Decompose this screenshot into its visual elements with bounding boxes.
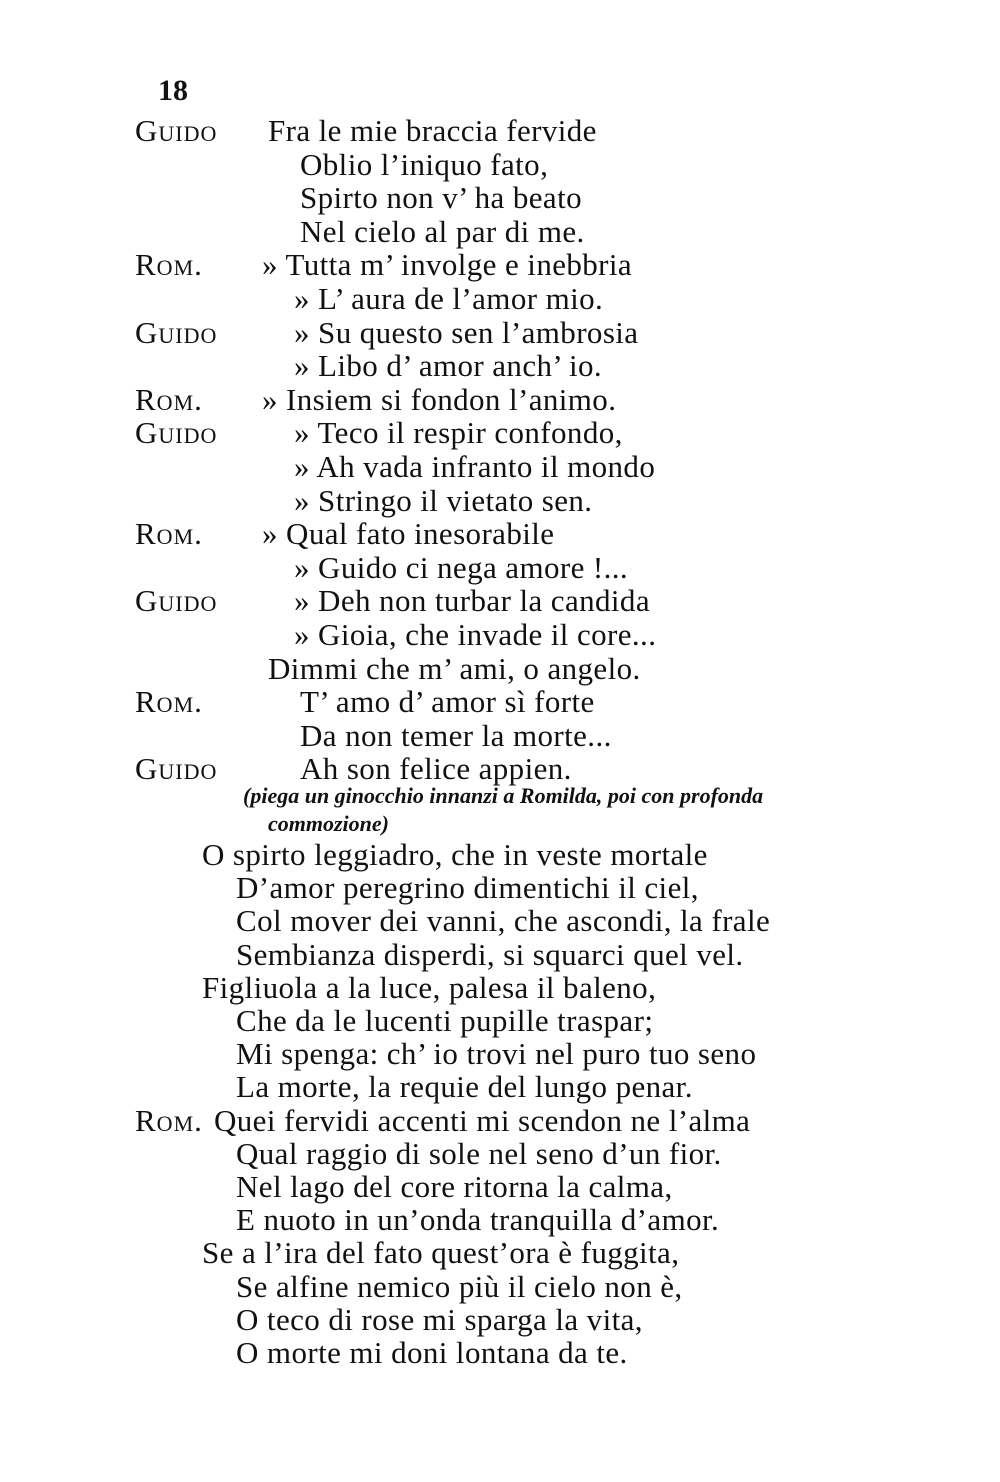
speaker-label: Rom. (135, 381, 203, 417)
verse-line (0, 450, 1000, 483)
verse-line (0, 1037, 1000, 1070)
verse-text: Qual raggio di sole nel seno d’un fior. (236, 1135, 722, 1171)
speaker-label: Rom. (135, 247, 203, 283)
verse-text: Sembianza disperdi, si squarci quel vel. (236, 936, 744, 972)
verse-line (0, 1303, 1000, 1336)
verse-line (0, 349, 1000, 382)
page-number: 18 (158, 74, 188, 107)
speaker-label: Rom. (135, 516, 203, 552)
verse-line (0, 517, 1000, 550)
verse-line (0, 551, 1000, 584)
verse-line (0, 838, 1000, 871)
verse-line (0, 416, 1000, 449)
verse-text: Ah son felice appien. (300, 751, 572, 787)
verse-text: » Stringo il vietato sen. (294, 482, 593, 518)
verse-line (0, 316, 1000, 349)
verse-text: Oblio l’iniquo fato, (300, 146, 549, 182)
verse-text: O teco di rose mi sparga la vita, (236, 1301, 643, 1337)
verse-line (0, 148, 1000, 181)
verse-line (0, 1270, 1000, 1303)
verse-text: Nel lago del core ritorna la calma, (236, 1169, 673, 1204)
verse-text: Col mover dei vanni, che ascondi, la frale (236, 903, 771, 939)
speaker-label: Guido (135, 113, 218, 148)
verse-text: O morte mi doni lontana da te. (236, 1335, 628, 1370)
verse-line (0, 1236, 1000, 1269)
verse-line (0, 484, 1000, 517)
verse-line (0, 215, 1000, 248)
verse-line (0, 1137, 1000, 1170)
speaker-label: Guido (135, 314, 218, 350)
verse-text: » Gioia, che invade il core... (294, 617, 657, 652)
verse-line (0, 685, 1000, 718)
verse-text: » Su questo sen l’ambrosia (294, 314, 639, 350)
verse-text: » Deh non turbar la candida (294, 583, 650, 619)
verse-line (0, 181, 1000, 214)
verse-line (0, 248, 1000, 281)
verse-line (0, 618, 1000, 651)
verse-text: Dimmi che m’ ami, o angelo. (268, 650, 641, 686)
verse-line (0, 871, 1000, 904)
verse-line (0, 1336, 1000, 1369)
speaker-label: Guido (135, 583, 218, 619)
verse-text: E nuoto in un’onda tranquilla d’amor. (236, 1202, 720, 1238)
verse-text: » Insiem si fondon l’animo. (262, 381, 617, 417)
stage-direction-line-1: (piega un ginocchio innanzi a Romilda, poi con profonda (243, 783, 764, 808)
verse-text: » Libo d’ amor anch’ io. (294, 348, 603, 384)
verse-text: » Tutta m’ involge e inebbria (262, 247, 633, 283)
stage-direction-line-2: commozione) (268, 811, 389, 836)
speaker-label: Guido (135, 751, 218, 787)
verse-text: » Guido ci nega amore !... (294, 549, 629, 585)
verse-text: Se a l’ira del fato quest’ora è fuggita, (202, 1235, 680, 1271)
verse-text: » Teco il respir confondo, (294, 415, 623, 451)
speaker-label: Guido (135, 415, 218, 451)
verse-text: Figliuola a la luce, palesa il baleno, (202, 969, 657, 1005)
verse-line (0, 1004, 1000, 1037)
verse-text: T’ amo d’ amor sì forte (300, 684, 595, 720)
verse-line (0, 282, 1000, 315)
verse-text: Mi spenga: ch’ io trovi nel puro tuo seno (236, 1036, 757, 1072)
speaker-label: Rom. (135, 1102, 203, 1138)
verse-text: La morte, la requie del lungo penar. (236, 1069, 693, 1105)
verse-line (0, 719, 1000, 752)
verse-line (0, 652, 1000, 685)
verse-line (0, 752, 1000, 785)
verse-text: O spirto leggiadro, che in veste mortale (202, 837, 708, 872)
verse-line (0, 1070, 1000, 1103)
verse-text: Fra le mie braccia fervide (268, 113, 597, 148)
verse-text: » Ah vada infranto il mondo (294, 449, 656, 484)
verse-line (0, 114, 1000, 147)
verse-text: Se alfine nemico più il cielo non è, (236, 1268, 683, 1304)
verse-line (0, 1170, 1000, 1203)
speaker-label: Rom. (135, 684, 203, 720)
verse-line (0, 1104, 1000, 1137)
verse-text: » L’ aura de l’amor mio. (294, 281, 604, 316)
verse-text: » Qual fato inesorabile (262, 516, 555, 552)
verse-line (0, 1203, 1000, 1236)
verse-line (0, 383, 1000, 416)
verse-line (0, 938, 1000, 971)
verse-line (0, 904, 1000, 937)
verse-line (0, 971, 1000, 1004)
verse-text: Da non temer la morte... (300, 717, 612, 753)
verse-line (0, 584, 1000, 617)
verse-text: Spirto non v’ ha beato (300, 180, 583, 216)
verse-text: Quei fervidi accenti mi scendon ne l’alma (214, 1102, 751, 1138)
verse-text: Nel cielo al par di me. (300, 213, 585, 249)
verse-text: D’amor peregrino dimentichi il ciel, (236, 870, 699, 906)
verse-text: Che da le lucenti pupille traspar; (236, 1003, 654, 1038)
